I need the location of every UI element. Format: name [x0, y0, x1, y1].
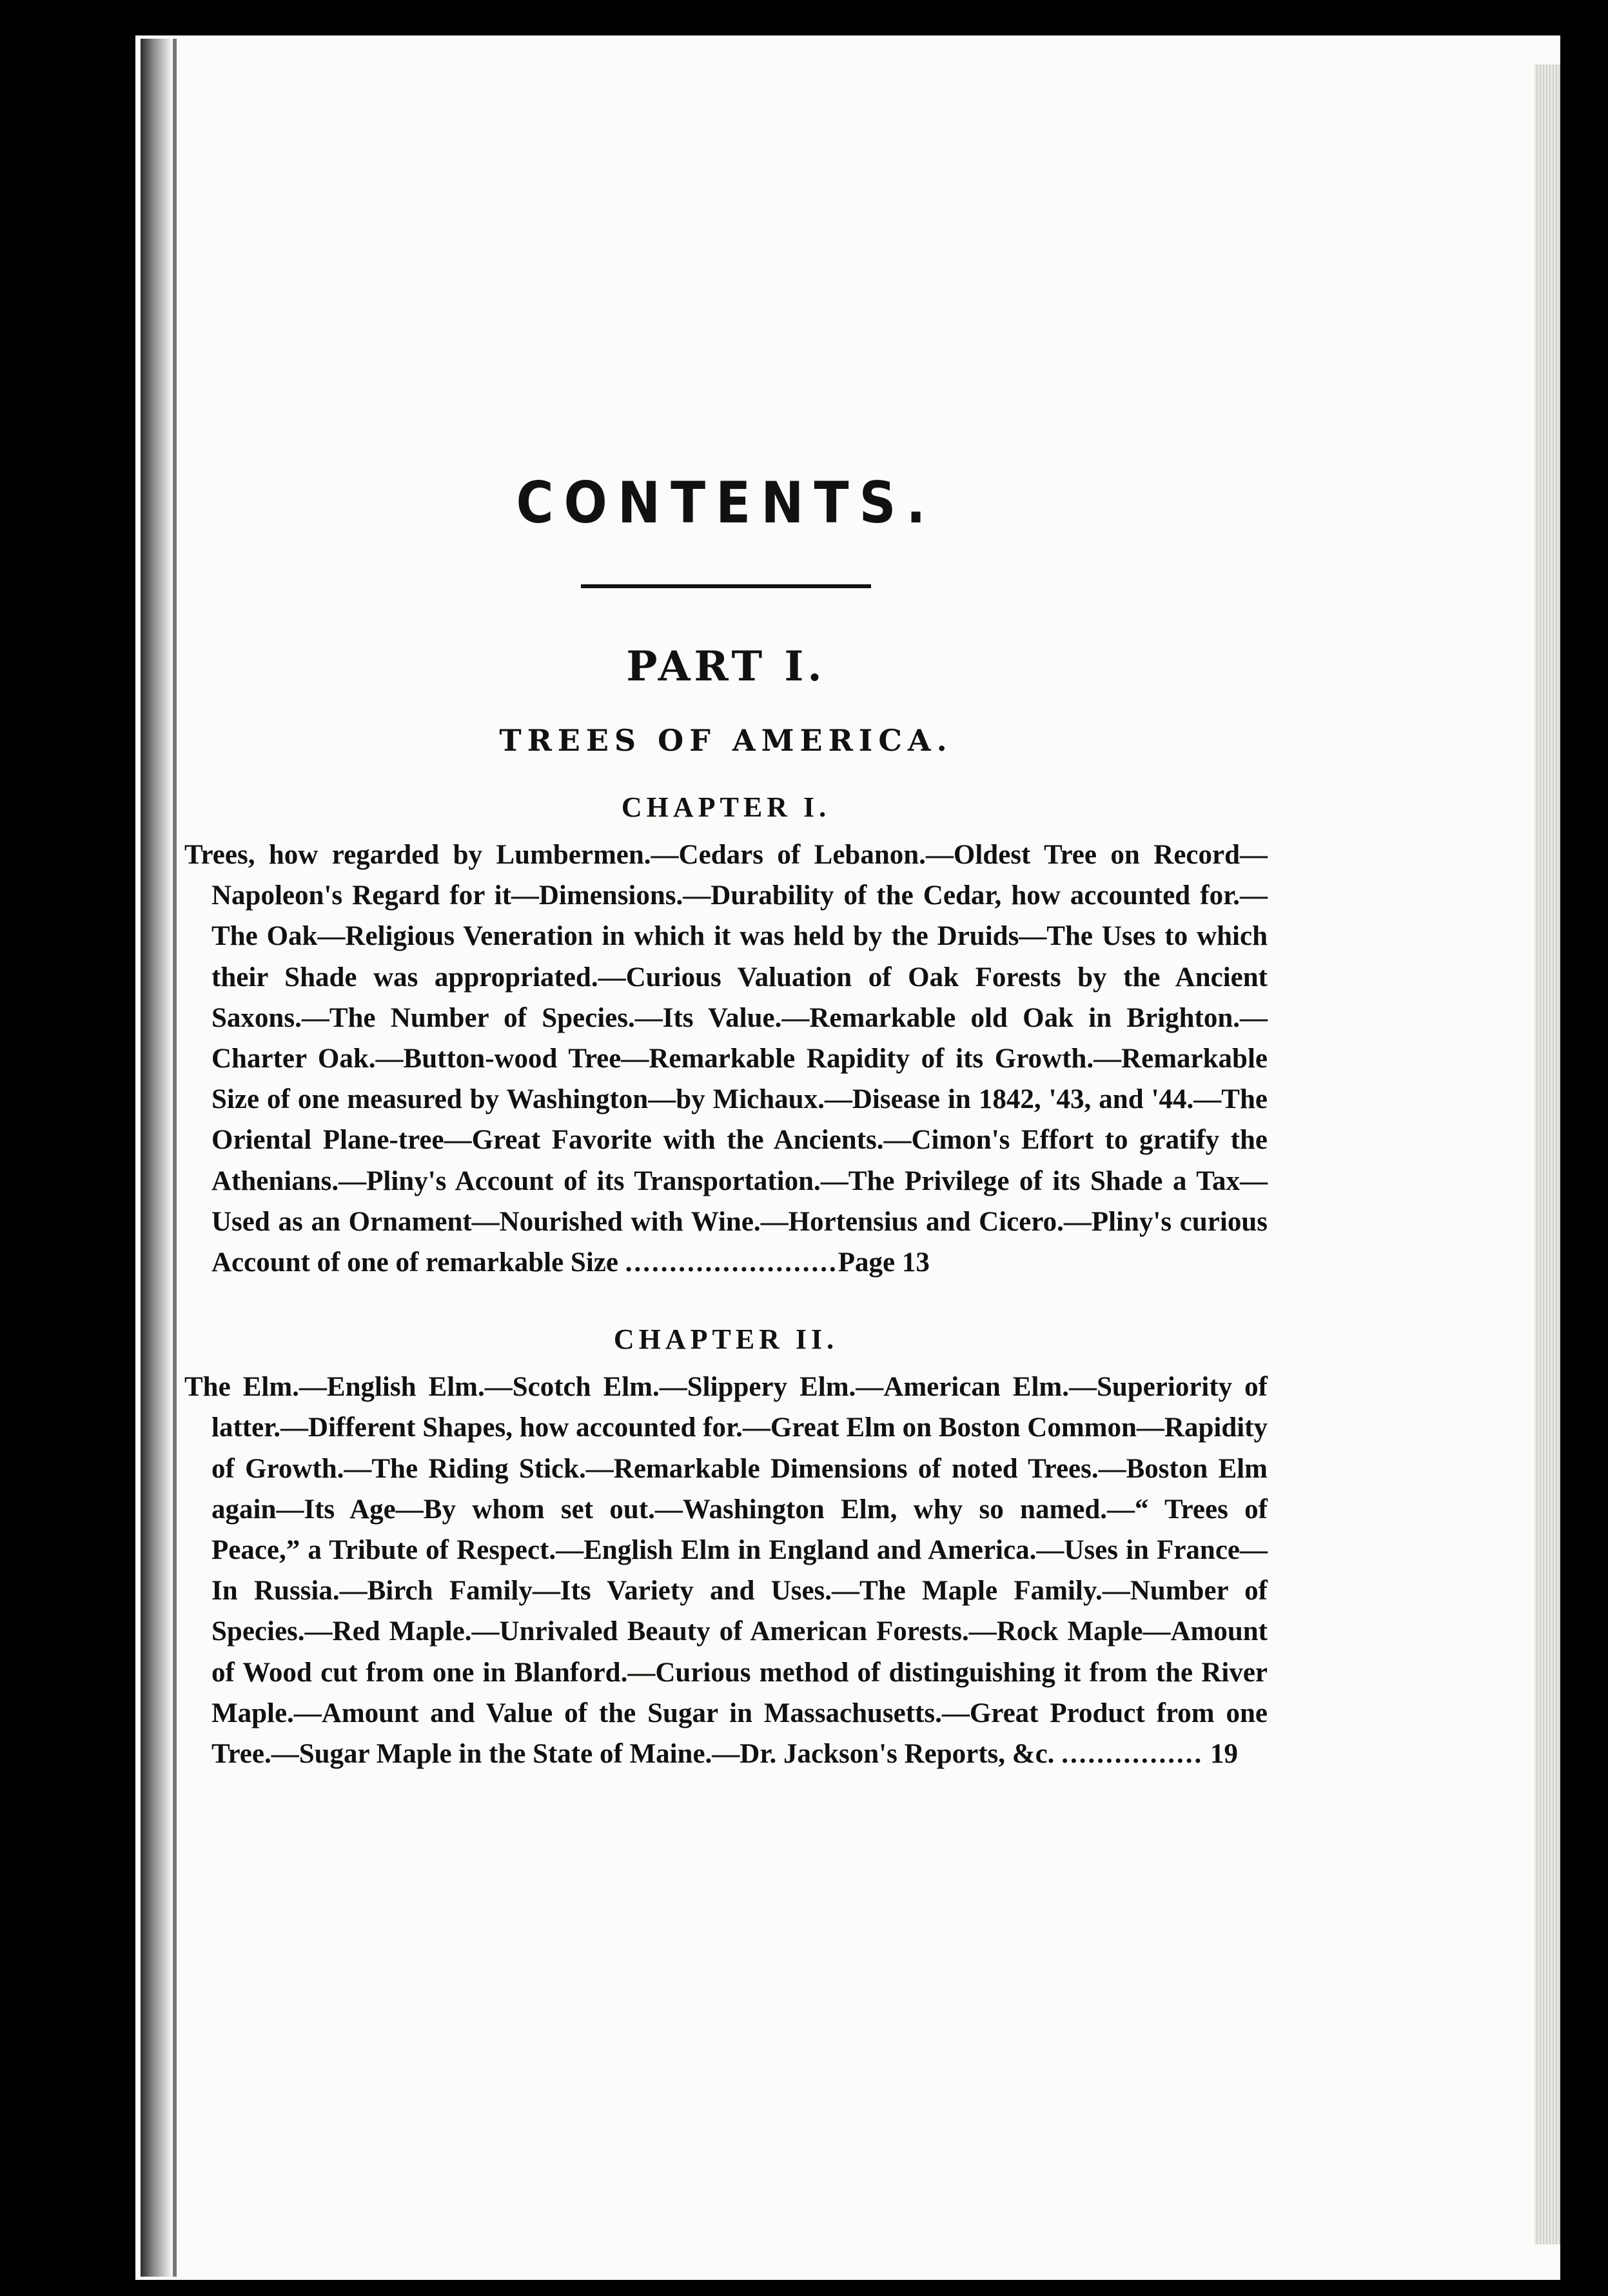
- chapter-summary: [184, 1367, 1268, 1774]
- page-reference: Page 13: [838, 1247, 930, 1278]
- chapter-entry-1: [184, 789, 1268, 1283]
- dot-leader: ................: [1061, 1739, 1204, 1770]
- page-edges: [1534, 64, 1560, 2244]
- part-label: PART I.: [626, 642, 826, 691]
- dot-leader: ........................: [625, 1247, 838, 1278]
- part-title: TREES OF AMERICA.: [499, 723, 953, 758]
- chapter-summary: [184, 835, 1268, 1283]
- chapter-summary-text: The Elm.—English Elm.—Scotch Elm.—Slippery Elm.—American Elm.—Superiority of latter.—Different Shapes, how accounted for.—Great Elm on Boston Common—Rapidity of Growth.—The Riding Stick.—Remarkable Dimensions of noted Trees.—Boston Elm again—Its Age—By whom set out.—Washington Elm, why so named.—“ Trees of Peace,” a Tribute of Respect.—English Elm in England and America.—Uses in France—In Russia.—Birch Family—Its Variety and Uses.—The Maple Family.—Number of Species.—Red Maple.—Unrivaled Beauty of American Forests.—Rock Maple—Amount of Wood cut from one in Blanford.—Curious method of distinguishing it from the River Maple.—Amount and Value of the Sugar in Massachusetts.—Great Product from one Tree.—Sugar Maple in the State of Maine.—Dr. Jackson's Reports, &c.: [184, 1372, 1268, 1770]
- contents-page: [184, 464, 1268, 1774]
- binding-edge: [173, 39, 177, 2277]
- page-reference: 19: [1210, 1739, 1238, 1770]
- contents-heading: CONTENTS.: [516, 470, 936, 536]
- chapter-title: CHAPTER II.: [613, 1323, 839, 1356]
- chapter-summary-text: Trees, how regarded by Lumbermen.—Cedars of Lebanon.—Oldest Tree on Record—Napoleon's Regard for it—Dimensions.—Durability of the Cedar, how accounted for.—The Oak—Religious Veneration in which it was held by the Druids—The Uses to which their Shade was appropriated.—Curious Valuation of Oak Forests by the Ancient Saxons.—The Number of Species.—Its Value.—Remarkable old Oak in Brighton.—Charter Oak.—Button-wood Tree—Remarkable Rapidity of its Growth.—Remarkable Size of one measured by Washington—by Michaux.—Disease in 1842, '43, and '44.—The Oriental Plane-tree—Great Favorite with the Ancients.—Cimon's Effort to gratify the Athenians.—Pliny's Account of its Transportation.—The Privilege of its Shade a Tax—Used as an Ornament—Nourished with Wine.—Hortensius and Cicero.—Pliny's curious Account of one of remarkable Size: [184, 840, 1268, 1278]
- heading-rule: [581, 584, 871, 588]
- chapter-title: CHAPTER I.: [621, 791, 831, 823]
- chapter-entry-2: [184, 1321, 1268, 1774]
- binding-shadow: [141, 39, 173, 2277]
